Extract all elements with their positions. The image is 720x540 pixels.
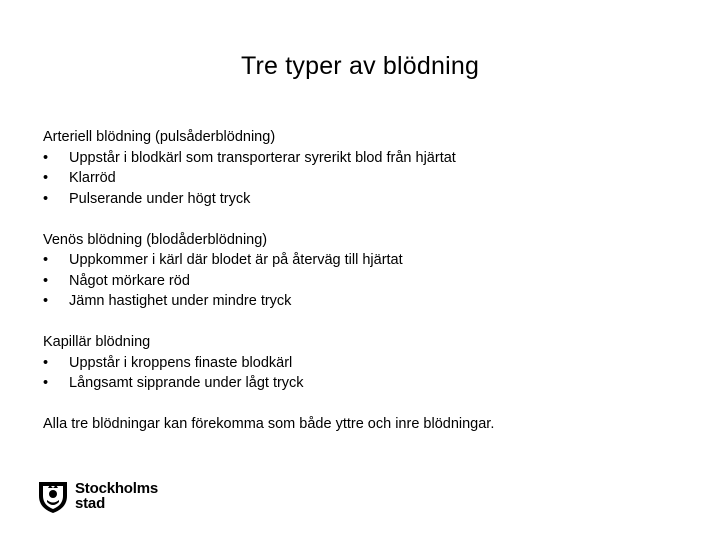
logo-wordmark bbox=[75, 481, 158, 511]
section-heading: Arteriell blödning (pulsåderblödning) bbox=[43, 129, 276, 145]
bullet-mark: • bbox=[43, 252, 49, 268]
bullet-list bbox=[43, 148, 683, 210]
bullet-mark: • bbox=[43, 170, 49, 186]
list-item-text: Uppstår i kroppens finaste blodkärl bbox=[69, 354, 293, 371]
list-item-text: Uppkommer i kärl där blodet är på återväg till hjärtat bbox=[69, 252, 403, 268]
list-item-text: Långsamt sipprande under lågt tryck bbox=[69, 375, 304, 391]
slide-title: Tre typer av blödning bbox=[240, 52, 480, 80]
list-item bbox=[43, 271, 683, 292]
bullet-list bbox=[43, 250, 683, 312]
list-item-text: Uppstår i blodkärl som transporterar syrerikt blod från hjärtat bbox=[69, 149, 456, 166]
section-arterial bbox=[43, 127, 683, 209]
stockholm-crest-icon bbox=[37, 478, 69, 514]
bullet-mark: • bbox=[43, 272, 49, 289]
list-item bbox=[43, 168, 683, 189]
logo-line-2: stad bbox=[75, 495, 106, 512]
list-item bbox=[43, 353, 683, 374]
logo-line-1: Stockholms bbox=[75, 480, 159, 497]
closing-text: Alla tre blödningar kan förekomma som både yttre och inre blödningar. bbox=[43, 416, 495, 432]
bullet-mark: • bbox=[43, 190, 49, 207]
section-capillary bbox=[43, 332, 683, 394]
list-item bbox=[43, 291, 683, 312]
stockholms-stad-logo bbox=[37, 478, 158, 514]
bullet-mark: • bbox=[43, 354, 49, 371]
list-item bbox=[43, 250, 683, 271]
bullet-list bbox=[43, 353, 683, 394]
slide-content bbox=[43, 127, 683, 435]
list-item bbox=[43, 189, 683, 210]
list-item bbox=[43, 148, 683, 169]
bullet-mark: • bbox=[43, 375, 49, 391]
list-item-text: Klarröd bbox=[69, 170, 116, 186]
list-item-text: Jämn hastighet under mindre tryck bbox=[69, 293, 292, 309]
section-heading: Kapillär blödning bbox=[43, 334, 151, 350]
list-item-text: Något mörkare röd bbox=[69, 272, 190, 289]
section-venous bbox=[43, 230, 683, 312]
bullet-mark: • bbox=[43, 293, 49, 309]
section-heading: Venös blödning (blodåderblödning) bbox=[43, 231, 268, 248]
list-item bbox=[43, 373, 683, 394]
list-item-text: Pulserande under högt tryck bbox=[69, 190, 251, 207]
bullet-mark: • bbox=[43, 149, 49, 166]
